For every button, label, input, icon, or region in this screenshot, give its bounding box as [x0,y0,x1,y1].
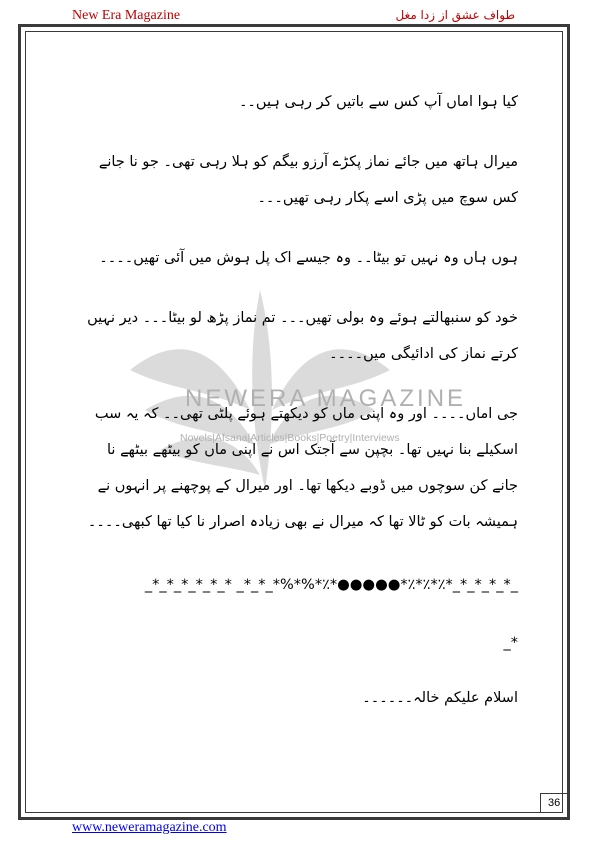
closing-paragraph: اسلام علیکم خالہ۔۔۔۔۔۔ [362,690,518,706]
paragraph: ہوں ہاں وہ نہیں تو بیٹا۔۔ وہ جیسے اک پل ہوش میں آئی تھیں۔۔۔۔ [99,250,518,266]
watermark-subtitle: Novels|Afsana|Articles|Books|Poetry|Interviews [180,432,400,444]
footer-website-link[interactable]: www.neweramagazine.com [72,820,227,835]
paragraph: خود کو سنبھالتے ہوئے وہ بولی تھیں۔۔۔ تم نماز پڑھ لو بیٹا۔۔۔ دیر نہیں کرتے نماز کی ادائیگی میں۔۔۔۔ [87,310,518,362]
paragraph: میرال ہاتھ میں جائے نماز پکڑے آرزو بیگم کو ہلا رہی تھی۔ جو نا جانے کس سوچ میں پڑی اسے پکار رہی تھیں۔۔۔ [98,154,518,206]
scene-separator-line2: _* [503,635,518,651]
story-title: طواف عشق از زدا مغل [395,8,515,22]
paragraph: جی اماں۔۔۔۔ اور وہ اپنی ماں کو دیکھتے ہوئے پلٹی تھی۔۔ کہ یہ سب اسکیلے بنا نہیں تھا۔ بچپن سے آجتک اس نے اپنی ماں کو بیٹھے بیٹھے نا جانے کن سوچوں میں ڈوبے دیکھا تھا۔ اور میرال کے پوچھنے پر انہوں نے ہمیشہ بات کو ٹالا تھا کہ میرال نے بھی زیادہ اصرار نا کیا تھا کبھی۔۔۔۔ [87,406,518,530]
article-body [78,84,518,740]
page-number-box-top [540,793,568,794]
scene-separator-line1: _*_*_*_*_*_* _*_*_*%*%*٪*●●●●●*٪*٪*٪*_*_*_*_*_ [144,577,518,593]
paragraph: کیا ہوا اماں آپ کس سے باتیں کر رہی ہیں۔۔ [238,94,518,110]
page-number-box-side [540,793,541,813]
watermark-title: NEWERA MAGAZINE [185,385,467,412]
page-number: 36 [548,797,561,809]
magazine-name: New Era Magazine [72,8,181,23]
